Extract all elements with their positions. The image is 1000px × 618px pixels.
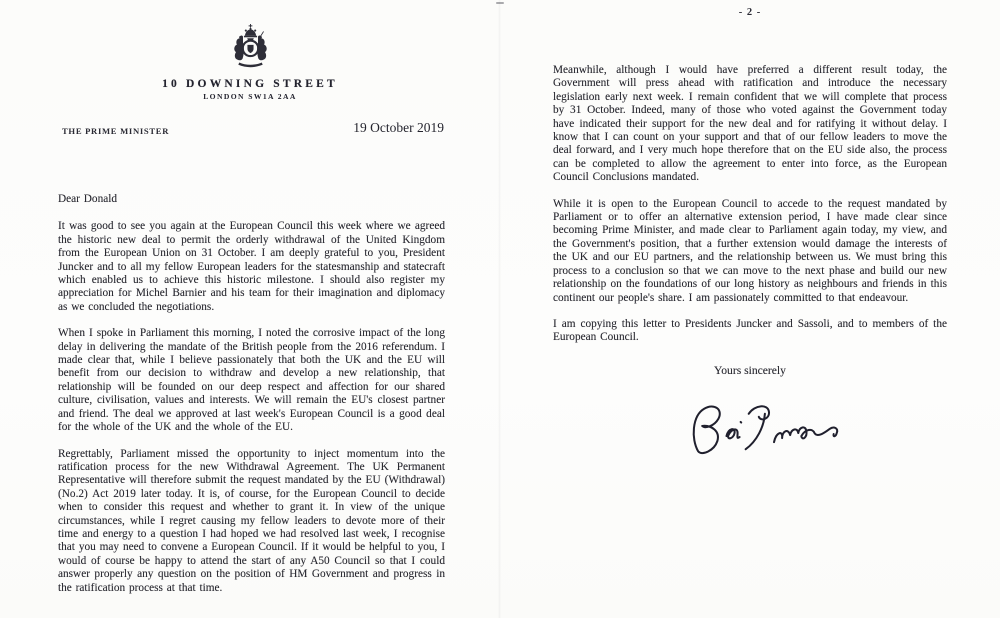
letter-date: 19 October 2019 [353,120,444,135]
letter-paragraph-4: Meanwhile, although I would have preferred a different result today, the Government will press ahead with ratification and introduce the necessary legislation early next week. I remain confident that we will complete that process by 31 October. Indeed, many of those who voted against the Government today have indicated their support for the new deal and for ratifying it without delay. I know that I can count on your support and that of our fellow leaders to move the deal forward, and I very much hope therefore that on the EU side also, the process can be completed to allow the agreement to enter into force, as the European Council Conclusions mandated. [553,64,947,184]
page2-body [553,64,947,358]
letterhead-street: 10 DOWNING STREET [162,78,338,90]
letter-paragraph-6: I am copying this letter to Presidents Juncker and Sassoli, and to members of the European Council. [553,317,947,344]
royal-coat-of-arms-icon [227,24,274,74]
valediction: Yours sincerely [714,364,786,377]
letter-paragraph-1: It was good to see you again at the European Council this week where we agreed the historic new deal to permit the orderly withdrawal of the United Kingdom from the European Union on 31 October. I am deeply grateful to you, President Juncker and to all my fellow European leaders for the statesmanship and statecraft which enabled us to achieve this historic milestone. I should also register my appreciation for Michel Barnier and his team for their imagination and diplomacy as we concluded the negotiations. [58,220,445,313]
letter-paragraph-3: Regrettably, Parliament missed the opportunity to inject momentum into the ratification process for the new Withdrawal Agreement. The UK Permanent Representative will therefore submit the request mandated by the EU (Withdrawal) (No.2) Act 2019 later today. It is, of course, for the European Council to decide when to consider this request and whether to grant it. In view of the unique circumstances, while I regret causing my fellow leaders to devote more of their time and energy to a question I had hoped we had resolved last week, I recognise that you may need to convene a European Council. If it would be helpful to you, I would of course be happy to attend the start of any A50 Council so that I could answer properly any question on the position of HM Government and progress in the ratification process at that time. [58,447,445,594]
letterhead-city: LONDON SW1A 2AA [203,92,297,101]
sender-title: THE PRIME MINISTER [62,126,170,136]
letterhead [0,24,500,101]
letter-header-row [62,120,444,136]
letter-paragraph-5: While it is open to the European Council to accede to the request mandated by Parliament or to offer an alternative extension period, I have made clear since becoming Prime Minister, and made clear to Parliament again today, my view, and the Government's position, that a further extension would damage the interests of the UK and our EU partners, and the relationship between us. We must bring this process to a conclusion so that we can move to the next phase and build our new relationship on the foundations of our long history as neighbours and friends in this continent our people's share. I am passionately committed to that endeavour. [553,197,947,304]
letter-page-2 [500,0,1000,618]
salutation: Dear Donald [58,193,118,205]
page1-body [58,193,445,608]
page-number: - 2 - [738,7,762,18]
letter-paragraph-2: When I spoke in Parliament this morning, I noted the corrosive impact of the long delay in delivering the mandate of the British people from the 2016 referendum. I made clear that, while I believe passionately that both the UK and the EU will benefit from our decision to withdraw and develop a new relationship, that relationship will be founded on our deep respect and affection for our shared culture, civilisation, values and interests. We will remain the EU's closest partner and friend. The deal we approved at last week's European Council is a good deal for the whole of the UK and the whole of the EU. [58,327,445,434]
boris-johnson-signature [688,400,860,460]
